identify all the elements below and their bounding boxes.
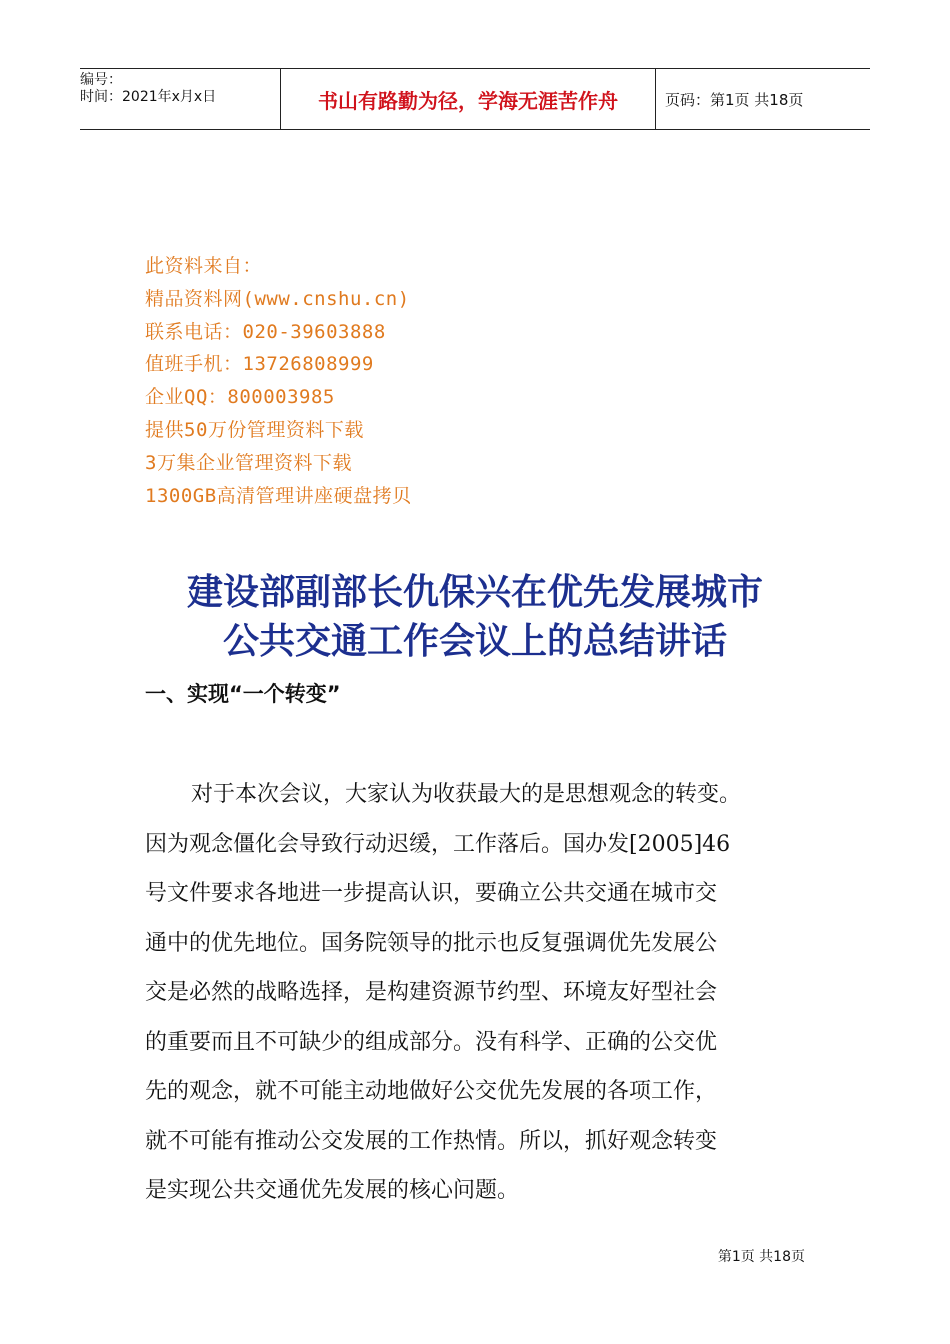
paragraph-line: 先的观念，就不可能主动地做好公交优先发展的各项工作，: [145, 1079, 718, 1104]
ad-line: 精品资料网(www.cnshu.cn): [145, 287, 410, 310]
section-heading: 一、实现“一个转变”: [145, 682, 341, 706]
paragraph-line: 是实现公共交通优先发展的核心问题。: [145, 1178, 520, 1203]
source-info-block: [145, 250, 412, 512]
paragraph-line: 通中的优先地位。国务院领导的批示也反复强调优先发展公: [145, 930, 718, 956]
paragraph-line: 因为观念僵化会导致行动迟缓，工作落后。国办发[2005]46: [145, 831, 731, 857]
paragraph-line: 的重要而且不可缺少的组成部分。没有科学、正确的公交优: [145, 1029, 718, 1055]
document-title-line-2: 公共交通工作会议上的总结讲话: [222, 620, 727, 662]
ad-line: 此资料来自：: [145, 255, 263, 277]
paragraph-line: 对于本次会议，大家认为收获最大的是思想观念的转变。: [191, 782, 742, 807]
document-number-label: 编号：: [80, 72, 122, 88]
document-title-line-1: 建设部副部长仇保兴在优先发展城市: [186, 571, 763, 613]
header-meta: [80, 69, 280, 132]
ad-line: 1300GB高清管理讲座硬盘拷贝: [145, 484, 412, 507]
document-header: [80, 68, 870, 130]
paragraph-line: 交是必然的战略选择，是构建资源节约型、环境友好型社会: [145, 980, 718, 1005]
header-motto: 书山有路勤为径，学海无涯苦作舟: [280, 69, 656, 129]
page-footer: 第1页 共18页: [717, 1249, 805, 1265]
ad-line: 提供50万份管理资料下载: [145, 418, 364, 441]
paragraph-line: 就不可能有推动公交发展的工作热情。所以，抓好观念转变: [145, 1128, 718, 1154]
header-page-info: 页码：第1页 共18页: [665, 90, 804, 109]
ad-line: 3万集企业管理资料下载: [145, 451, 352, 474]
ad-line: 企业QQ：800003985: [145, 386, 335, 409]
ad-line: 值班手机：13726808999: [145, 353, 374, 376]
body-paragraph: [145, 770, 825, 1216]
paragraph-line: 号文件要求各地进一步提高认识，要确立公共交通在城市交: [145, 881, 718, 906]
ad-line: 联系电话：020-39603888: [145, 320, 386, 343]
document-time: 时间：2021年x月x日: [80, 89, 217, 105]
